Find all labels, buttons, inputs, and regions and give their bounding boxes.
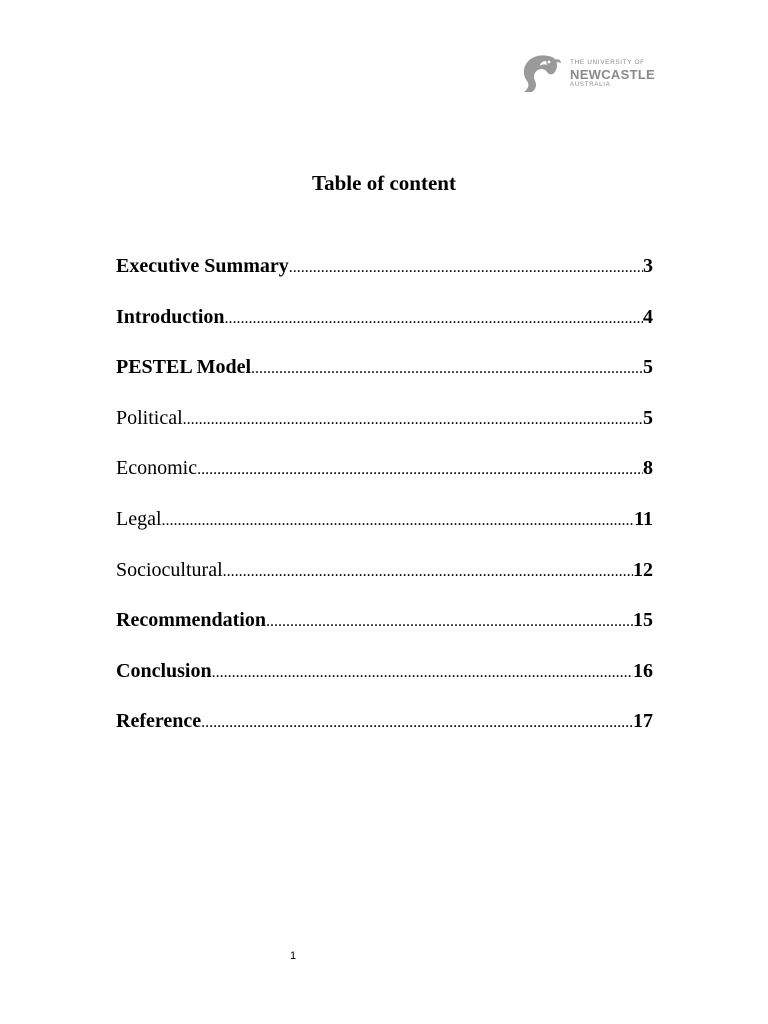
toc-entry-page: 17 (633, 710, 653, 733)
toc-leader-dots (251, 357, 643, 381)
toc-entry-page: 11 (634, 507, 653, 530)
toc-entry-page: 5 (643, 356, 653, 379)
toc-entry-label: Sociocultural (116, 558, 223, 581)
toc-entry (116, 558, 653, 609)
logo-line-3: AUSTRALIA (570, 81, 611, 88)
logo-line-2: NEWCASTLE (570, 66, 656, 82)
toc-entry (116, 355, 653, 406)
toc-entry-label: Economic (116, 457, 198, 480)
toc-leader-dots (212, 661, 633, 685)
university-logo (518, 52, 658, 96)
toc-entry-label: Reference (116, 710, 202, 733)
toc-entry-page: 12 (633, 558, 653, 581)
toc-list (116, 254, 653, 760)
toc-entry (116, 659, 653, 710)
logo-line-1: THE UNIVERSITY OF (570, 59, 645, 66)
toc-leader-dots (197, 458, 643, 482)
toc-entry-label: Legal (116, 507, 162, 530)
toc-entry (116, 254, 653, 305)
page-title: Table of content (312, 171, 456, 195)
toc-entry-page: 4 (643, 305, 653, 328)
toc-entry-page: 15 (633, 609, 653, 632)
toc-entry-label: Conclusion (116, 659, 212, 682)
toc-leader-dots (162, 509, 635, 533)
toc-entry-label: Recommendation (116, 609, 266, 632)
toc-entry-page: 5 (643, 406, 653, 429)
page-number: 1 (289, 950, 297, 962)
logo-text (570, 60, 655, 88)
toc-entry (116, 305, 653, 356)
toc-leader-dots (183, 408, 643, 432)
toc-entry-label: Political (116, 406, 183, 429)
toc-leader-dots (289, 256, 643, 280)
toc-leader-dots (266, 610, 633, 634)
toc-entry-page: 16 (633, 659, 653, 682)
toc-leader-dots (223, 560, 633, 584)
toc-leader-dots (201, 711, 633, 735)
toc-entry (116, 507, 653, 558)
toc-entry-label: Executive Summary (116, 255, 289, 277)
toc-entry (116, 709, 653, 760)
toc-entry (116, 406, 653, 457)
toc-entry (116, 456, 653, 507)
toc-entry-page: 3 (643, 255, 653, 277)
toc-entry-label: Introduction (116, 305, 225, 328)
toc-entry-page: 8 (643, 457, 653, 480)
seahorse-logo-icon (518, 52, 562, 94)
toc-leader-dots (225, 307, 643, 331)
toc-entry-label: PESTEL Model (116, 356, 252, 379)
toc-entry (116, 608, 653, 659)
